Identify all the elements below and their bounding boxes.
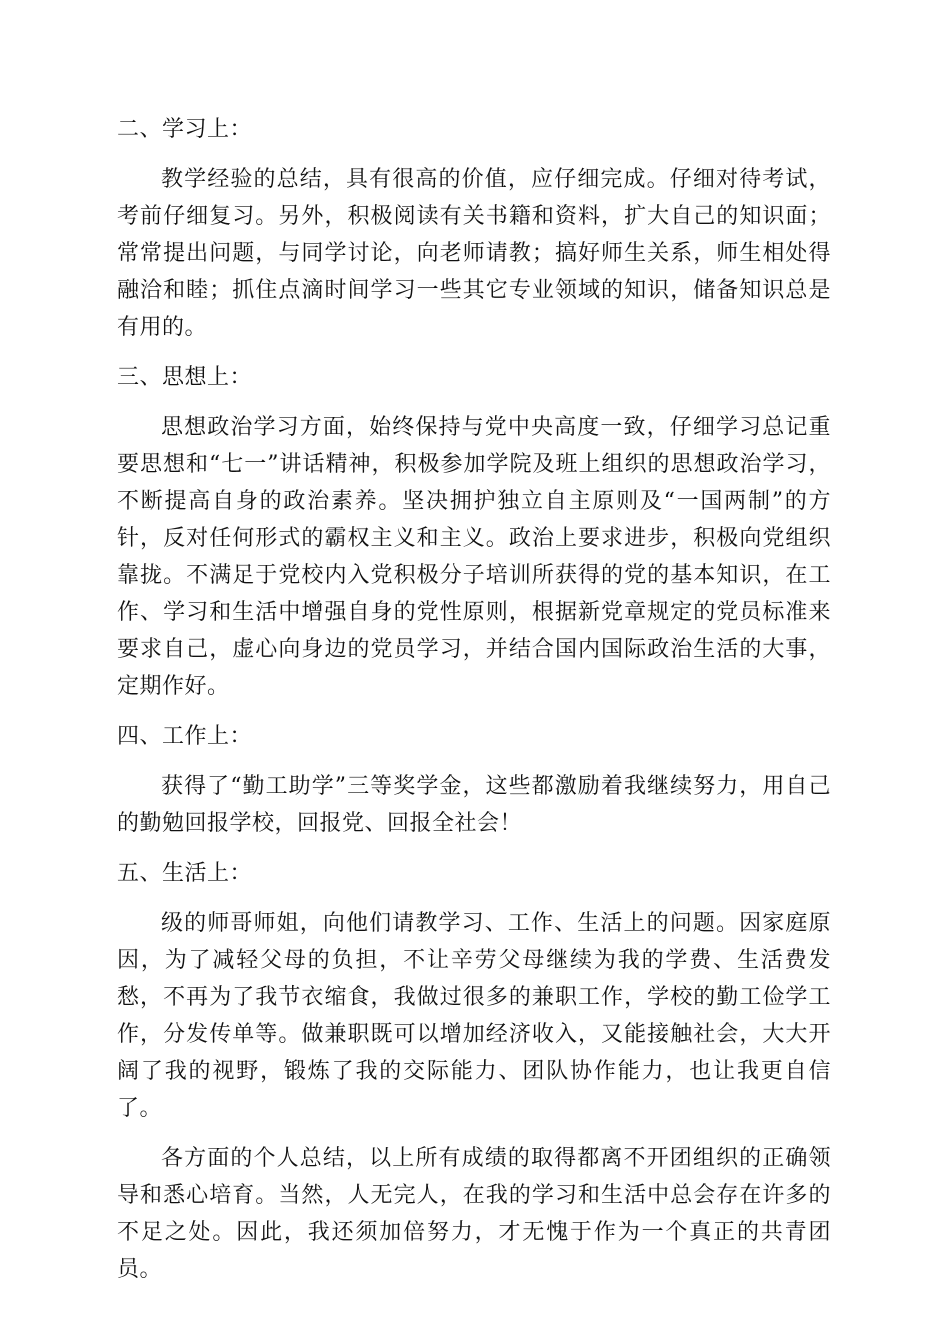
paragraph-work: 获得了“勤工助学”三等奖学金，这些都激励着我继续努力，用自己的勤勉回报学校，回报党、回报全社会！	[117, 774, 831, 836]
section-thought	[117, 359, 831, 705]
section-heading-thought: 三、思想上：	[117, 365, 253, 390]
paragraph-thought: 思想政治学习方面，始终保持与党中央高度一致，仔细学习总记重要思想和“七一”讲话精神，积极参加学院及班上组织的思想政治学习，不断提高自身的政治素养。坚决拥护独立自主原则及“一国两制”的方针，反对任何形式的霸权主义和主义。政治上要求进步，积极向党组织靠拢。不满足于党校内入党积极分子培训所获得的党的基本知识，在工作、学习和生活中增强自身的党性原则，根据新党章规定的党员标准来要求自己，虚心向身边的党员学习，并结合国内国际政治生活的大事，定期作好。	[117, 415, 831, 699]
section-heading-work: 四、工作上：	[117, 724, 253, 749]
section-work	[117, 718, 831, 842]
paragraph-study: 教学经验的总结，具有很高的价值，应仔细完成。仔细对待考试，考前仔细复习。另外，积极阅读有关书籍和资料，扩大自己的知识面；常常提出问题，与同学讨论，向老师请教；搞好师生关系，师生相处得融洽和睦；抓住点滴时间学习一些其它专业领域的知识，储备知识总是有用的。	[117, 167, 831, 340]
paragraph-life: 级的师哥师姐，向他们请教学习、工作、生活上的问题。因家庭原因，为了减轻父母的负担，不让辛劳父母继续为我的学费、生活费发愁，不再为了我节衣缩食，我做过很多的兼职工作，学校的勤工俭学工作，分发传单等。做兼职既可以增加经济收入，又能接触社会，大大开阔了我的视野，锻炼了我的交际能力、团队协作能力，也让我更自信了。	[117, 911, 831, 1121]
section-heading-life: 五、生活上：	[117, 861, 253, 886]
section-heading-study: 二、学习上：	[117, 117, 253, 142]
section-study	[117, 111, 831, 346]
section-life	[117, 855, 831, 1288]
paragraph-conclusion: 各方面的个人总结，以上所有成绩的取得都离不开团组织的正确领导和悉心培育。当然，人无完人，在我的学习和生活中总会存在许多的不足之处。因此，我还须加倍努力，才无愧于作为一个真正的共青团员。	[117, 1146, 831, 1282]
document-body	[117, 111, 831, 1301]
